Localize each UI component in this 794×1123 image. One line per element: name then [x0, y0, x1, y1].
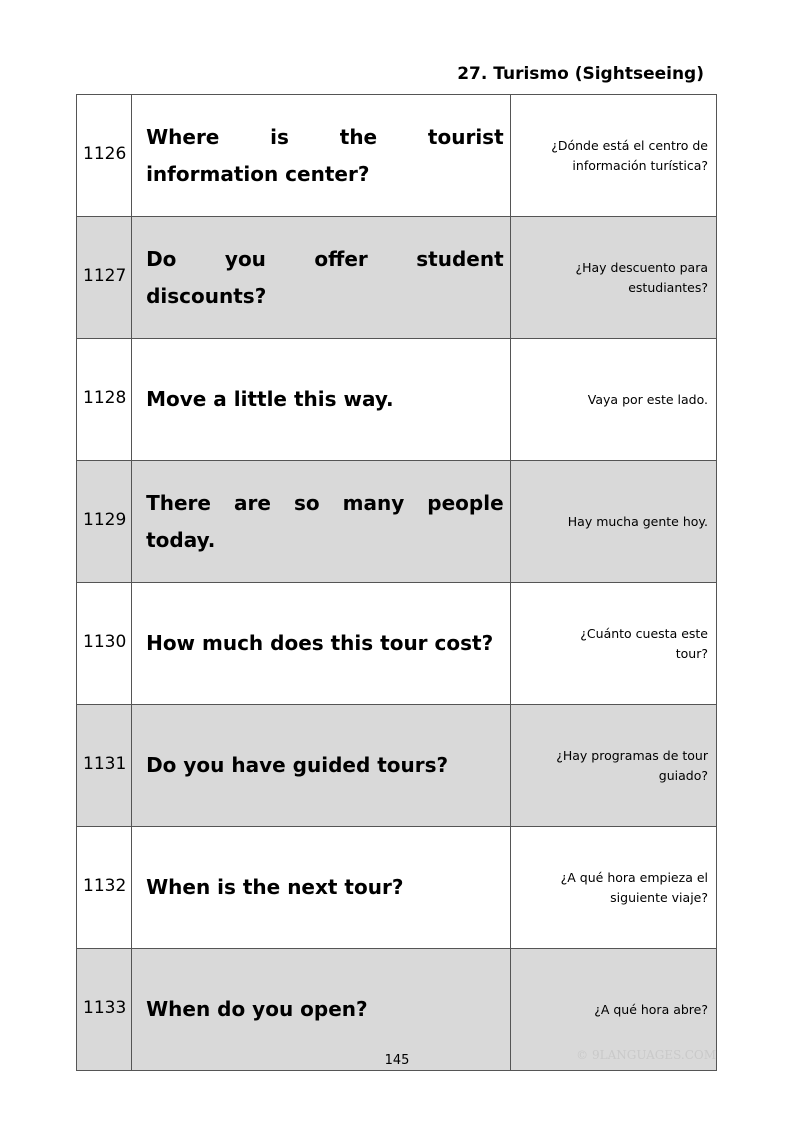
phrase-row [77, 461, 717, 583]
english-phrase: When is the next tour? [132, 827, 511, 949]
english-phrase: Where is the tourist information center? [132, 95, 511, 217]
phrase-row [77, 217, 717, 339]
english-phrase: Do you offer student discounts? [132, 217, 511, 339]
spanish-translation: ¿A qué hora empieza el siguiente viaje? [510, 827, 716, 949]
spanish-translation: Hay mucha gente hoy. [510, 461, 716, 583]
phrase-number: 1132 [77, 827, 132, 949]
spanish-translation: Vaya por este lado. [510, 339, 716, 461]
english-phrase: How much does this tour cost? [132, 583, 511, 705]
spanish-translation: ¿A qué hora abre? [510, 949, 716, 1071]
page-number: 145 [384, 1053, 410, 1068]
phrase-row [77, 827, 717, 949]
phrase-number: 1131 [77, 705, 132, 827]
phrase-number: 1129 [77, 461, 132, 583]
english-phrase: When do you open? [132, 949, 511, 1071]
english-phrase: There are so many people today. [132, 461, 511, 583]
phrase-number: 1130 [77, 583, 132, 705]
english-phrase: Do you have guided tours? [132, 705, 511, 827]
english-phrase: Move a little this way. [132, 339, 511, 461]
phrase-row [77, 583, 717, 705]
spanish-translation: ¿Hay descuento para estudiantes? [510, 217, 716, 339]
spanish-translation: ¿Hay programas de tour guiado? [510, 705, 716, 827]
phrase-number: 1127 [77, 217, 132, 339]
phrase-number: 1133 [77, 949, 132, 1071]
phrase-row [77, 705, 717, 827]
phrase-number: 1128 [77, 339, 132, 461]
phrase-row [77, 339, 717, 461]
copyright-watermark: © 9LANGUAGES.COM [576, 1048, 716, 1062]
spanish-translation: ¿Cuánto cuesta este tour? [510, 583, 716, 705]
phrase-row [77, 95, 717, 217]
phrase-table [76, 94, 717, 1071]
section-title: 27. Turismo (Sightseeing) [457, 64, 704, 84]
phrase-number: 1126 [77, 95, 132, 217]
spanish-translation: ¿Dónde está el centro de información turística? [510, 95, 716, 217]
